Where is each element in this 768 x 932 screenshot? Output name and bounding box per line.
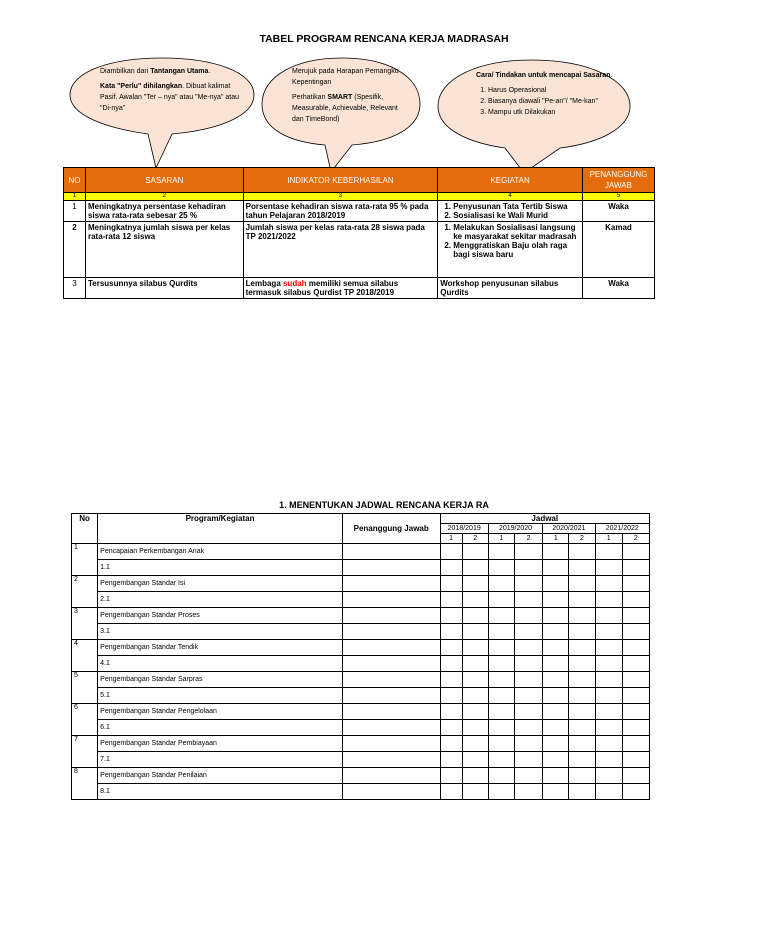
row-program: Pengembangan Standar Pengelolaan bbox=[98, 704, 343, 720]
row-no: 5 bbox=[72, 672, 98, 704]
callout-list-item: 1. Harus Operasional bbox=[488, 85, 616, 96]
schedule-cell bbox=[622, 784, 649, 800]
schedule-row bbox=[72, 736, 650, 752]
schedule-cell bbox=[595, 560, 622, 576]
callout-text: Merujuk pada Harapan Pemangku Kepentingan bbox=[292, 68, 399, 86]
row-pj-cell bbox=[342, 752, 440, 768]
schedule-cell bbox=[462, 608, 488, 624]
schedule-cell bbox=[488, 656, 514, 672]
row-no: 3 bbox=[64, 278, 86, 299]
row-program: Pengembangan Standar Isi bbox=[98, 576, 343, 592]
year-header: 2021/2022 bbox=[595, 524, 649, 534]
header-kegiatan: KEGIATAN bbox=[438, 168, 583, 193]
schedule-cell bbox=[622, 576, 649, 592]
column-number-row bbox=[64, 193, 655, 201]
schedule-cell bbox=[595, 624, 622, 640]
year-header: 2018/2019 bbox=[440, 524, 488, 534]
schedule-cell bbox=[622, 752, 649, 768]
schedule-cell bbox=[569, 592, 595, 608]
row-pj-cell bbox=[342, 768, 440, 784]
callout-text: (Spesifik, Measurable, Achievable, Relevant dan TimeBond) bbox=[292, 94, 398, 123]
schedule-body bbox=[72, 544, 650, 800]
row-pj-cell bbox=[342, 544, 440, 560]
row-pj-cell bbox=[342, 624, 440, 640]
row-sasaran: Meningkatnya jumlah siswa per kelas rata-rata 12 siswa bbox=[85, 222, 243, 278]
schedule-cell bbox=[488, 560, 514, 576]
schedule-cell bbox=[622, 608, 649, 624]
schedule-cell bbox=[462, 640, 488, 656]
schedule-cell bbox=[462, 592, 488, 608]
schedule-row bbox=[72, 704, 650, 720]
schedule-cell bbox=[462, 576, 488, 592]
semester-header: 1 bbox=[440, 534, 462, 544]
row-sub-item: 4.1 bbox=[98, 656, 343, 672]
schedule-cell bbox=[622, 704, 649, 720]
schedule-cell bbox=[622, 672, 649, 688]
row-no: 6 bbox=[72, 704, 98, 736]
schedule-cell bbox=[515, 592, 543, 608]
semester-header: 2 bbox=[622, 534, 649, 544]
schedule-cell bbox=[488, 624, 514, 640]
schedule-cell bbox=[440, 688, 462, 704]
schedule-subrow bbox=[72, 688, 650, 704]
schedule-cell bbox=[543, 576, 569, 592]
schedule-cell bbox=[543, 768, 569, 784]
header-no: No bbox=[72, 514, 98, 544]
schedule-cell bbox=[515, 784, 543, 800]
row-no: 2 bbox=[64, 222, 86, 278]
schedule-cell bbox=[595, 592, 622, 608]
schedule-cell bbox=[569, 576, 595, 592]
schedule-cell bbox=[622, 736, 649, 752]
schedule-cell bbox=[488, 688, 514, 704]
schedule-header-row bbox=[72, 514, 650, 524]
callout-list-item: 2. Biasanya diawali "Pe-an"/ "Me-kan" bbox=[488, 96, 616, 107]
schedule-cell bbox=[622, 656, 649, 672]
row-no: 1 bbox=[72, 544, 98, 576]
schedule-cell bbox=[440, 720, 462, 736]
schedule-cell bbox=[515, 768, 543, 784]
schedule-cell bbox=[622, 544, 649, 560]
header-no: NO bbox=[64, 168, 86, 193]
row-sub-item: 2.1 bbox=[98, 592, 343, 608]
schedule-cell bbox=[462, 704, 488, 720]
header-sasaran: SASARAN bbox=[85, 168, 243, 193]
schedule-cell bbox=[488, 544, 514, 560]
callout-bold: SMART bbox=[327, 94, 353, 101]
schedule-cell bbox=[622, 592, 649, 608]
indikator-text: memiliki semua silabus termasuk silabus Qurdist TP 2018/2019 bbox=[245, 279, 399, 297]
year-header: 2019/2020 bbox=[488, 524, 542, 534]
schedule-subrow bbox=[72, 624, 650, 640]
schedule-cell bbox=[595, 656, 622, 672]
schedule-cell bbox=[595, 704, 622, 720]
page-title: TABEL PROGRAM RENCANA KERJA MADRASAH bbox=[259, 33, 509, 45]
schedule-subrow bbox=[72, 784, 650, 800]
schedule-cell bbox=[488, 640, 514, 656]
row-no: 3 bbox=[72, 608, 98, 640]
schedule-cell bbox=[569, 608, 595, 624]
schedule-cell bbox=[569, 704, 595, 720]
schedule-cell bbox=[595, 576, 622, 592]
row-kegiatan bbox=[438, 201, 583, 222]
schedule-cell bbox=[515, 672, 543, 688]
kegiatan-item: 1. Melakukan Sosialisasi langsung ke masyarakat sekitar madrasah bbox=[453, 223, 580, 241]
schedule-cell bbox=[515, 720, 543, 736]
callout-text: Perhatikan bbox=[292, 94, 328, 101]
schedule-title: 1. MENENTUKAN JADWAL RENCANA KERJA RA bbox=[279, 500, 489, 510]
schedule-cell bbox=[440, 656, 462, 672]
schedule-cell bbox=[569, 560, 595, 576]
row-no: 8 bbox=[72, 768, 98, 800]
schedule-cell bbox=[488, 576, 514, 592]
schedule-cell bbox=[595, 640, 622, 656]
kegiatan-item: 2. Sosialisasi ke Wali Murid bbox=[453, 211, 580, 220]
row-pj-cell bbox=[342, 560, 440, 576]
row-pj-cell bbox=[342, 688, 440, 704]
schedule-cell bbox=[622, 624, 649, 640]
schedule-cell bbox=[595, 768, 622, 784]
callout-text-kegiatan bbox=[476, 70, 616, 118]
row-pj-cell bbox=[342, 640, 440, 656]
row-program: Pengembangan Standar Pembiayaan bbox=[98, 736, 343, 752]
schedule-subrow bbox=[72, 752, 650, 768]
schedule-cell bbox=[440, 752, 462, 768]
schedule-row bbox=[72, 608, 650, 624]
schedule-row bbox=[72, 672, 650, 688]
row-program: Pengembangan Standar Proses bbox=[98, 608, 343, 624]
row-sasaran: Meningkatnya persentase kehadiran siswa rata-rata sebesar 25 % bbox=[85, 201, 243, 222]
schedule-cell bbox=[595, 672, 622, 688]
row-pj-cell bbox=[342, 720, 440, 736]
schedule-cell bbox=[440, 704, 462, 720]
row-pj-cell bbox=[342, 704, 440, 720]
schedule-cell bbox=[569, 624, 595, 640]
schedule-cell bbox=[488, 784, 514, 800]
header-jadwal: Jadwal bbox=[440, 514, 649, 524]
schedule-cell bbox=[462, 624, 488, 640]
row-sub-item: 8.1 bbox=[98, 784, 343, 800]
row-pj-cell bbox=[342, 736, 440, 752]
callout-list-item: 3. Mampu utk Dilakukan bbox=[488, 107, 616, 118]
schedule-table bbox=[71, 513, 650, 800]
callout-bold: Kata "Perlu" dihilangkan bbox=[100, 83, 183, 90]
kegiatan-item: 2. Menggratiskan Baju olah raga bagi siswa baru bbox=[453, 241, 580, 259]
schedule-cell bbox=[462, 560, 488, 576]
schedule-cell bbox=[462, 720, 488, 736]
row-indikator bbox=[243, 278, 438, 299]
schedule-cell bbox=[622, 688, 649, 704]
schedule-cell bbox=[440, 608, 462, 624]
column-number: 3 bbox=[243, 193, 438, 201]
schedule-cell bbox=[462, 768, 488, 784]
schedule-cell bbox=[462, 656, 488, 672]
schedule-cell bbox=[440, 784, 462, 800]
row-pj-cell bbox=[342, 784, 440, 800]
schedule-cell bbox=[515, 688, 543, 704]
schedule-cell bbox=[595, 608, 622, 624]
header-indikator: INDIKATOR KEBERHASILAN bbox=[243, 168, 438, 193]
schedule-subrow bbox=[72, 656, 650, 672]
schedule-cell bbox=[515, 544, 543, 560]
column-number: 5 bbox=[582, 193, 654, 201]
schedule-subrow bbox=[72, 592, 650, 608]
semester-header: 1 bbox=[543, 534, 569, 544]
year-header: 2020/2021 bbox=[543, 524, 595, 534]
row-no: 1 bbox=[64, 201, 86, 222]
schedule-cell bbox=[515, 640, 543, 656]
semester-header: 2 bbox=[569, 534, 595, 544]
semester-header: 1 bbox=[488, 534, 514, 544]
schedule-cell bbox=[515, 704, 543, 720]
schedule-cell bbox=[462, 688, 488, 704]
schedule-cell bbox=[543, 640, 569, 656]
program-table bbox=[63, 167, 655, 299]
schedule-cell bbox=[488, 608, 514, 624]
schedule-cell bbox=[515, 608, 543, 624]
schedule-cell bbox=[595, 784, 622, 800]
schedule-cell bbox=[622, 720, 649, 736]
schedule-cell bbox=[543, 672, 569, 688]
schedule-cell bbox=[515, 560, 543, 576]
schedule-cell bbox=[462, 784, 488, 800]
row-pj-cell bbox=[342, 656, 440, 672]
schedule-row bbox=[72, 544, 650, 560]
row-indikator: Jumlah siswa per kelas rata-rata 28 siswa pada TP 2021/2022 bbox=[243, 222, 438, 278]
schedule-cell bbox=[622, 560, 649, 576]
schedule-cell bbox=[543, 560, 569, 576]
schedule-row bbox=[72, 640, 650, 656]
schedule-cell bbox=[488, 768, 514, 784]
row-no: 2 bbox=[72, 576, 98, 608]
row-sub-item: 7.1 bbox=[98, 752, 343, 768]
callout-text: . bbox=[610, 72, 613, 79]
callout-text: . Dibuat kalimat Pasif. Awalan "Ter – nya" atau "Me-nya" atau "Di-nya" bbox=[100, 83, 239, 112]
indikator-text: Lembaga bbox=[245, 279, 283, 288]
schedule-cell bbox=[488, 704, 514, 720]
schedule-cell bbox=[569, 688, 595, 704]
schedule-cell bbox=[440, 672, 462, 688]
row-no: 4 bbox=[72, 640, 98, 672]
header-program: Program/Kegiatan bbox=[98, 514, 343, 544]
schedule-cell bbox=[543, 736, 569, 752]
schedule-cell bbox=[440, 624, 462, 640]
row-sub-item: 6.1 bbox=[98, 720, 343, 736]
row-pj: Waka bbox=[582, 201, 654, 222]
row-pj: Kamad bbox=[582, 222, 654, 278]
schedule-cell bbox=[543, 752, 569, 768]
schedule-cell bbox=[543, 720, 569, 736]
schedule-cell bbox=[488, 752, 514, 768]
row-pj-cell bbox=[342, 608, 440, 624]
schedule-cell bbox=[543, 608, 569, 624]
row-pj: Waka bbox=[582, 278, 654, 299]
schedule-cell bbox=[569, 736, 595, 752]
schedule-cell bbox=[569, 656, 595, 672]
schedule-cell bbox=[543, 592, 569, 608]
header-penanggung-jawab: PENANGGUNG JAWAB bbox=[582, 168, 654, 193]
schedule-cell bbox=[595, 544, 622, 560]
schedule-cell bbox=[543, 656, 569, 672]
schedule-cell bbox=[462, 544, 488, 560]
schedule-cell bbox=[543, 784, 569, 800]
callout-text-sasaran bbox=[100, 66, 240, 118]
callout-bold: Cara/ Tindakan untuk mencapai Sasaran bbox=[476, 72, 611, 79]
row-program: Pengembangan Standar Sarpras bbox=[98, 672, 343, 688]
indikator-highlight: sudah bbox=[282, 279, 307, 288]
schedule-row bbox=[72, 576, 650, 592]
row-kegiatan: Workshop penyusunan silabus Qurdits bbox=[438, 278, 583, 299]
column-number: 4 bbox=[438, 193, 583, 201]
row-sub-item: 1.1 bbox=[98, 560, 343, 576]
schedule-cell bbox=[569, 720, 595, 736]
schedule-cell bbox=[488, 672, 514, 688]
schedule-cell bbox=[515, 736, 543, 752]
schedule-cell bbox=[622, 768, 649, 784]
row-program: Pengembangan Standar Penilaian bbox=[98, 768, 343, 784]
callout-bold: Tantangan Utama bbox=[150, 68, 209, 75]
row-indikator: Porsentase kehadiran siswa rata-rata 95 % pada tahun Pelajaran 2018/2019 bbox=[243, 201, 438, 222]
row-program: Pencapaian Perkembangan Anak bbox=[98, 544, 343, 560]
schedule-cell bbox=[488, 592, 514, 608]
row-program: Pengembangan Standar Tendik bbox=[98, 640, 343, 656]
callout-text: Diambilkan dari bbox=[100, 68, 151, 75]
callout-text: . bbox=[208, 68, 211, 75]
schedule-cell bbox=[440, 576, 462, 592]
schedule-cell bbox=[515, 656, 543, 672]
schedule-cell bbox=[543, 544, 569, 560]
row-no: 7 bbox=[72, 736, 98, 768]
schedule-cell bbox=[543, 704, 569, 720]
schedule-cell bbox=[462, 672, 488, 688]
schedule-cell bbox=[543, 688, 569, 704]
column-number: 1 bbox=[64, 193, 86, 201]
schedule-cell bbox=[595, 720, 622, 736]
schedule-cell bbox=[515, 752, 543, 768]
schedule-cell bbox=[569, 640, 595, 656]
schedule-cell bbox=[515, 576, 543, 592]
schedule-cell bbox=[440, 592, 462, 608]
row-kegiatan bbox=[438, 222, 583, 278]
table-row bbox=[64, 222, 655, 278]
schedule-cell bbox=[569, 752, 595, 768]
row-sub-item: 5.1 bbox=[98, 688, 343, 704]
row-pj-cell bbox=[342, 592, 440, 608]
schedule-cell bbox=[595, 736, 622, 752]
schedule-subrow bbox=[72, 720, 650, 736]
schedule-cell bbox=[462, 752, 488, 768]
schedule-cell bbox=[440, 640, 462, 656]
schedule-cell bbox=[440, 544, 462, 560]
schedule-cell bbox=[515, 624, 543, 640]
header-pj: Penanggung Jawab bbox=[342, 514, 440, 544]
schedule-row bbox=[72, 768, 650, 784]
schedule-cell bbox=[462, 736, 488, 752]
table-row bbox=[64, 201, 655, 222]
schedule-cell bbox=[595, 688, 622, 704]
schedule-subrow bbox=[72, 560, 650, 576]
schedule-cell bbox=[569, 672, 595, 688]
schedule-cell bbox=[543, 624, 569, 640]
semester-header: 1 bbox=[595, 534, 622, 544]
schedule-cell bbox=[569, 784, 595, 800]
row-sasaran: Tersusunnya silabus Qurdits bbox=[85, 278, 243, 299]
column-number: 2 bbox=[85, 193, 243, 201]
table-header-row bbox=[64, 168, 655, 193]
schedule-cell bbox=[440, 736, 462, 752]
schedule-cell bbox=[440, 768, 462, 784]
schedule-cell bbox=[440, 560, 462, 576]
semester-header: 2 bbox=[462, 534, 488, 544]
table-row bbox=[64, 278, 655, 299]
semester-header: 2 bbox=[515, 534, 543, 544]
row-sub-item: 3.1 bbox=[98, 624, 343, 640]
schedule-cell bbox=[595, 752, 622, 768]
row-pj-cell bbox=[342, 576, 440, 592]
schedule-cell bbox=[569, 768, 595, 784]
kegiatan-item: 1. Penyusunan Tata Tertib Siswa bbox=[453, 202, 580, 211]
schedule-cell bbox=[622, 640, 649, 656]
schedule-cell bbox=[488, 720, 514, 736]
callout-text-indikator bbox=[292, 66, 402, 129]
schedule-cell bbox=[488, 736, 514, 752]
row-pj-cell bbox=[342, 672, 440, 688]
schedule-cell bbox=[569, 544, 595, 560]
